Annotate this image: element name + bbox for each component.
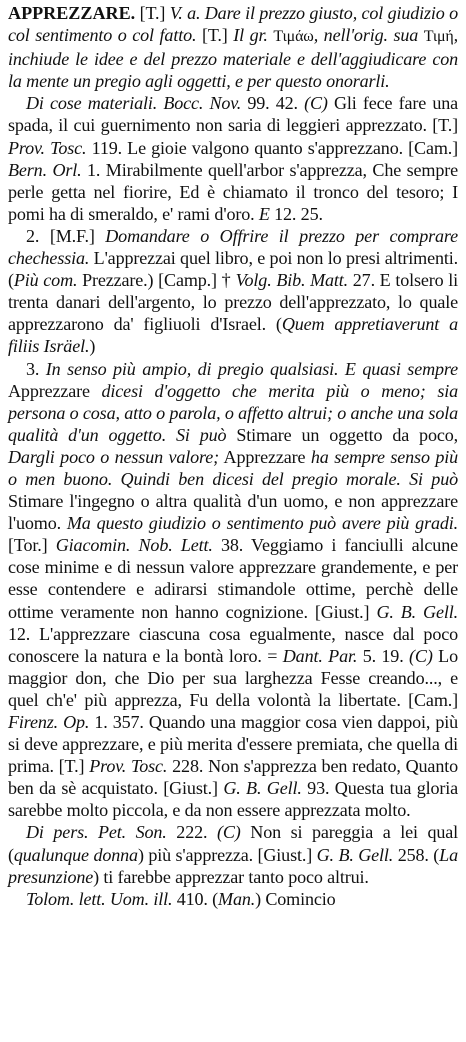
quote-text: 12. L'apprezzare ciascuna cosa egualmente, nasce dal poco conoscere la natura e la bontà loro. =	[8, 623, 458, 666]
source-tag: (C)	[409, 645, 433, 666]
quote-text: ) Comincio	[255, 888, 336, 909]
citation-source: G. B. Gell.	[376, 601, 458, 622]
gloss-text: qualunque donna	[13, 844, 138, 865]
sense-number: 3.	[26, 358, 46, 379]
citation-source: G. B. Gell.	[316, 844, 394, 865]
quote-text: L'apprezzai quel libro, e poi non lo presi altrimenti. (	[8, 248, 458, 291]
sense-definition: dicesi d'oggetto che merita più o meno; sia persona o cosa, atto o parola, o affetto altrui; o anche una sola qualità d'un oggetto. Si può	[8, 380, 458, 445]
sense-definition: Ma questo giudizio o sentimento può avere più gradi.	[66, 513, 458, 534]
citation-source: Dant. Par.	[282, 645, 358, 666]
entry-paragraph-material	[8, 92, 458, 225]
source-tag: [T.]	[135, 3, 170, 23]
citation-ref: 12. 25.	[269, 203, 323, 224]
quote-text: ) più s'apprezza. [Giust.]	[137, 844, 317, 865]
citation-source: Bern. Orl.	[8, 159, 82, 180]
source-tag: [Tor.]	[8, 535, 56, 556]
quote-text: 38. Veggiamo i fanciulli alcune cose minime e di nessun valore apprezzare grandemente, e per esse contendere e adirarsi stimandole ottime, perchè delle ottime veramente non hanno cognizione. [Giust.]	[8, 535, 458, 622]
quote-text: 27. E tolsero li trenta danari dell'argento, lo prezzo dell'apprezzato, lo quale apprezzarono da' figliuoli d'Israel. (	[8, 270, 459, 335]
dictionary-page	[8, 0, 458, 910]
citation-source: Prov. Tosc.	[8, 137, 87, 158]
source-tag: (C)	[217, 822, 241, 843]
entry-paragraph-sense-2	[8, 225, 458, 358]
citation-source: Tolom. lett. Uom. ill.	[26, 888, 173, 909]
citation-ref: 410. (	[172, 888, 219, 909]
entry-paragraph-definition	[8, 2, 458, 92]
gloss-text: La presunzione	[8, 844, 458, 887]
citation-source: Giacomin. Nob. Lett.	[55, 535, 213, 556]
sense-label: Di pers. Pet. Son.	[26, 822, 167, 843]
entry-paragraph-sense-3	[8, 358, 458, 822]
definition-text: V. a. Dare il prezzo giusto, col giudizio o col sentimento o col fatto.	[8, 3, 458, 46]
sense-definition: In senso più ampio, di pregio qualsiasi. E quasi sempre	[45, 358, 458, 379]
sense-definition: Dargli poco o nessun valore;	[8, 446, 220, 467]
entry-paragraph-persons	[8, 821, 458, 887]
quote-text: 93. Questa tua gloria sarebbe molto piccola, e da non essere apprezzata molto.	[8, 778, 459, 821]
quote-text: Gli fece fare una spada, il cui guernimento non saria di leggieri apprezzato. [T.]	[8, 93, 458, 136]
quote-text: 1. 357. Quando una maggior cosa vien dappoi, più si deve apprezzare, e più merita d'essere premiata, che quella di prima. [T.]	[8, 712, 458, 777]
term-text: Stimare l'ingegno o altra qualità d'un uomo, e non apprezzare l'uomo.	[8, 491, 458, 534]
greek-word: Τιμάω	[273, 28, 314, 46]
quote-text: ) ti farebbe apprezzar tanto poco altrui.	[93, 866, 369, 887]
sense-definition: Domandare o Offrire il prezzo per comprare chechessia.	[8, 225, 458, 269]
usage-note: Più com.	[13, 270, 78, 291]
citation-ref: 222.	[166, 822, 217, 843]
quote-text: 258. (	[393, 844, 440, 865]
source-tag: [T.]	[196, 25, 234, 46]
etymology-text: Il gr.	[233, 25, 274, 46]
citation-source: Prov. Tosc.	[89, 756, 168, 777]
citation-ref: 99. 42.	[241, 93, 305, 114]
citation-ref: 5. 19.	[357, 645, 410, 666]
quote-text: Prezzare.) [Camp.] †	[77, 270, 236, 291]
latin-gloss: Quem appretiaverunt a filiis Isräel.	[8, 314, 458, 357]
citation-source: Volg. Bib. Matt.	[235, 270, 349, 291]
source-tag: Man.	[218, 888, 256, 909]
quote-text: Non si pareggia a lei qual (	[8, 822, 459, 865]
source-tag: (C)	[304, 93, 328, 114]
quote-text: 228. Non s'apprezza ben redato, Quanto ben da sè acquistato. [Giust.]	[8, 756, 458, 799]
sense-number: 2. [M.F.]	[26, 225, 106, 246]
quote-text: )	[89, 336, 96, 357]
sense-label: Di cose materiali. Bocc. Nov.	[26, 93, 242, 114]
term-text: Stimare un oggetto da poco,	[226, 424, 459, 445]
headword: APPREZZARE.	[8, 3, 136, 23]
term-text: Apprezzare	[219, 446, 311, 467]
quote-text: 119. Le gioie valgono quanto s'apprezzano. [Cam.]	[86, 137, 458, 158]
etymology-text: , inchiude le idee e del prezzo materiale e dell'aggiudicare con la mente un pregio agli oggetti, e per questo onorarli.	[8, 25, 459, 92]
greek-word: Τιμή	[423, 28, 454, 46]
quote-text: Lo maggior don, che Dio per sua larghezza Fesse creando..., e quel ch'e' più apprezza, Fu della volontà la libertate. [Cam.]	[8, 645, 458, 710]
sense-definition: ha sempre senso più o men buono. Quindi ben dicesi del pregio morale. Si può	[8, 446, 459, 489]
citation-source: Firenz. Op.	[8, 712, 90, 732]
etymology-text: , nell'orig. sua	[313, 25, 424, 46]
quote-text: 1. Mirabilmente quell'arbor s'apprezza, Che sempre perle getta nel fiorire, Ed è chiamato il tronco del tesoro; I pomi ha di smeraldo, e' rami d'oro.	[8, 159, 458, 224]
entry-paragraph-tolomei	[8, 888, 458, 910]
term-text: Apprezzare	[8, 380, 102, 401]
citation-source: E	[258, 203, 270, 224]
citation-source: G. B. Gell.	[223, 778, 302, 799]
